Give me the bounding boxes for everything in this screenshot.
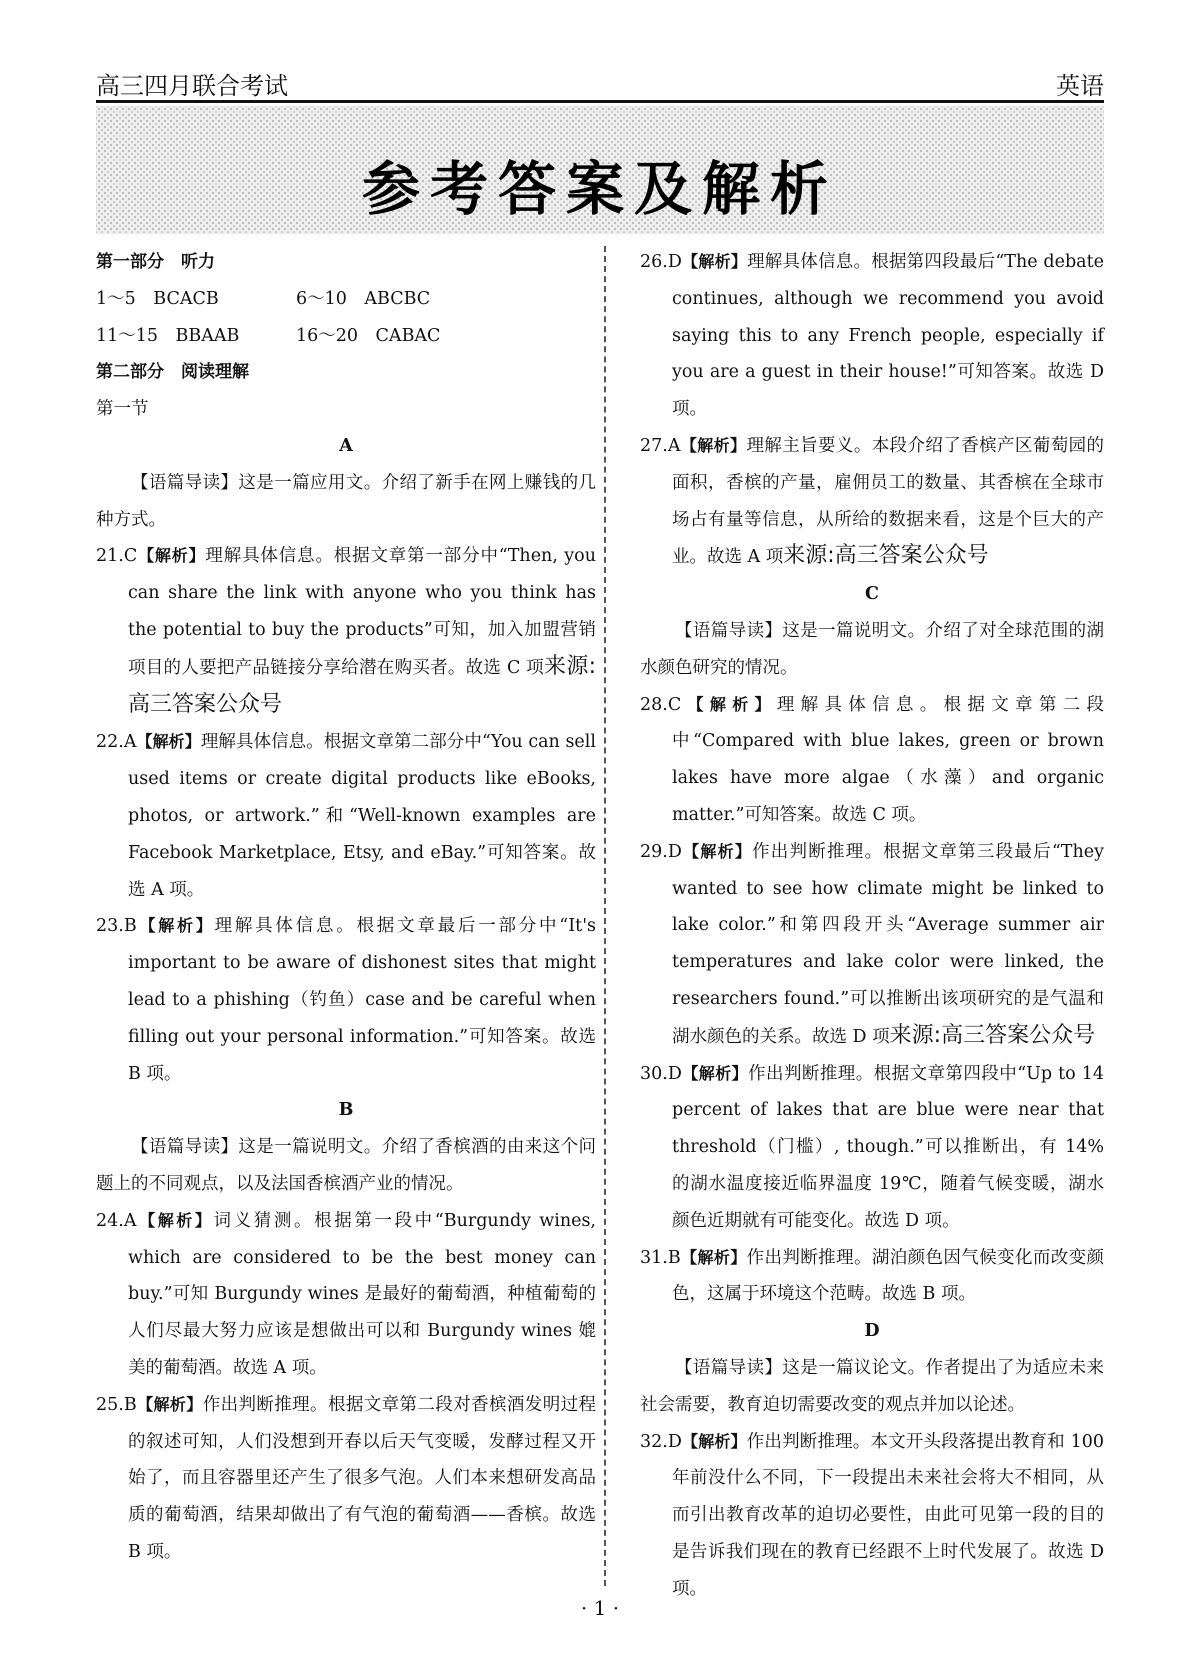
listening-answers-11-15: 11～15 BBAAB <box>96 325 240 346</box>
left-column <box>96 244 596 1571</box>
answer-text: 作出判断推理。根据文章第二段对香槟酒发明过程的叙述可知，人们没想到开春以后天气变暖，发酵过程又开始了，而且容器里还产生了很多气泡。人们本来想研发高品质的葡萄酒，结果却做出了有气泡的葡萄酒——香槟。故选 B 项。 <box>128 1394 596 1562</box>
passage-d-label: D <box>864 1321 880 1342</box>
answer-text: 作出判断推理。本文开头段落提出教育和 100 年前没什么不同，下一段提出未来社会将大不相同，从而引出教育改革的迫切必要性，由此可见第一段的目的是告诉我们现在的教育已经跟不上时代发展了。故选 D 项。 <box>672 1431 1104 1599</box>
question-number: 25.B <box>96 1394 137 1415</box>
title-banner <box>96 106 1104 234</box>
page-number: · 1 · <box>580 1596 620 1620</box>
analysis-tag: 【解析】 <box>137 546 206 566</box>
answer-text: 作出判断推理。根据文章第三段最后“They wanted to see how climate might be linked to lake color.”和第四段开头“Average summer air temperatures and lake color were linked, the researchers found.”可以推断出该项研究的是气温和湖水颜色的关系。故选 D 项 <box>672 841 1104 1047</box>
answer-22 <box>96 724 596 908</box>
passage-c-label: C <box>865 584 879 605</box>
section-1-label: 第一节 <box>96 399 149 420</box>
analysis-tag: 【解析】 <box>681 694 777 714</box>
column-divider <box>604 246 606 1586</box>
answer-26 <box>640 244 1104 428</box>
passage-c-intro: 【语篇导读】这是一篇说明文。介绍了对全球范围的湖水颜色研究的情况。 <box>640 620 1104 678</box>
answer-27 <box>640 428 1104 576</box>
passage-b-label: B <box>338 1100 354 1121</box>
answer-24 <box>96 1203 596 1387</box>
source-watermark: 来源:高三答案公众号 <box>128 653 597 717</box>
question-number: 22.A <box>96 732 137 753</box>
analysis-tag: 【解析】 <box>136 732 201 752</box>
question-number: 32.D <box>640 1431 682 1452</box>
answer-28 <box>640 687 1104 834</box>
analysis-tag: 【解析】 <box>681 1063 749 1083</box>
question-number: 31.B <box>640 1247 681 1268</box>
passage-a-label: A <box>339 435 353 456</box>
analysis-tag: 【解析】 <box>136 916 215 936</box>
answer-31 <box>640 1240 1104 1314</box>
listening-row-1 <box>96 281 596 318</box>
passage-b-intro: 【语篇导读】这是一篇说明文。介绍了香槟酒的由来这个问题上的不同观点，以及法国香槟酒产业的情况。 <box>96 1137 596 1194</box>
listening-answers-1-5: 1～5 BCACB <box>96 288 219 309</box>
right-column <box>640 244 1104 1607</box>
answer-text: 理解具体信息。根据文章最后一部分中“It's important to be aware of dishonest sites that might lead to a phishing（钓鱼）case and be careful when filling out your personal information.”可知答案。故选 B 项。 <box>128 916 596 1084</box>
question-number: 27.A <box>640 435 681 456</box>
answer-text: 理解具体信息。根据文章第二部分中“You can sell used items or create digital products like eBooks, photos, or artwork.”和“Well-known examples are Facebook Marketplace, Etsy, and eBay.”可知答案。故选 A 项。 <box>128 732 596 900</box>
question-number: 30.D <box>640 1063 682 1084</box>
subject-label: 英语 <box>1056 72 1104 100</box>
answer-text: 理解具体信息。根据第四段最后“The debate continues, although we recommend you avoid saying this to any French people, especially if you are a guest in their house!”可知答案。故选 D 项。 <box>672 252 1104 420</box>
answer-text: 理解具体信息。根据文章第二段中“Compared with blue lakes, green or brown lakes have more algae（水藻）and organic matter.”可知答案。故选 C 项。 <box>672 694 1104 825</box>
analysis-tag: 【解析】 <box>136 1394 203 1414</box>
question-number: 23.B <box>96 916 137 937</box>
answer-30 <box>640 1056 1104 1240</box>
analysis-tag: 【解析】 <box>681 841 753 861</box>
answer-text: 作出判断推理。湖泊颜色因气候变化而改变颜色，这属于环境这个范畴。故选 B 项。 <box>672 1247 1104 1305</box>
analysis-tag: 【解析】 <box>680 1247 747 1267</box>
listening-row-2 <box>96 318 596 355</box>
analysis-tag: 【解析】 <box>680 435 747 455</box>
source-watermark: 来源:高三答案公众号 <box>889 1022 1096 1048</box>
part1-title: 第一部分 听力 <box>96 252 215 272</box>
listening-answers-16-20: 16～20 CABAC <box>296 325 441 346</box>
listening-answers-6-10: 6～10 ABCBC <box>296 288 431 309</box>
answer-32 <box>640 1424 1104 1608</box>
answer-text: 词义猜测。根据第一段中“Burgundy wines, which are considered to be the best money can buy.”可知 Burgundy wines 是最好的葡萄酒，种植葡萄的人们尽最大努力应该是想做出可以和 Burgundy wines 媲美的葡萄酒。故选 A 项。 <box>128 1210 596 1378</box>
banner-title: 参考答案及解析 <box>361 155 838 223</box>
question-number: 24.A <box>96 1210 137 1231</box>
passage-a-intro: 【语篇导读】这是一篇应用文。介绍了新手在网上赚钱的几种方式。 <box>96 472 596 530</box>
analysis-tag: 【解析】 <box>681 252 748 271</box>
page-header <box>96 56 1104 103</box>
part2-title: 第二部分 阅读理解 <box>96 362 249 383</box>
question-number: 26.D <box>640 252 682 272</box>
answer-text: 作出判断推理。根据文章第四段中“Up to 14 percent of lakes that are blue were near that threshold（门槛）, though.”可以推断出，有 14% 的湖水温度接近临界温度 19℃，随着气候变暖，湖水颜色近期就有可能变化。故选 D 项。 <box>672 1063 1104 1231</box>
answer-25 <box>96 1387 596 1571</box>
question-number: 29.D <box>640 841 682 862</box>
source-watermark: 来源:高三答案公众号 <box>783 543 989 569</box>
question-number: 28.C <box>640 694 682 715</box>
exam-title: 高三四月联合考试 <box>96 72 288 100</box>
answer-text: 理解主旨要义。本段介绍了香槟产区葡萄园的面积，香槟的产量，雇佣员工的数量、其香槟在全球市场占有量等信息，从所给的数据来看，这是个巨大的产业。故选 A 项 <box>672 435 1104 568</box>
analysis-tag: 【解析】 <box>681 1431 747 1451</box>
answer-29 <box>640 834 1104 1056</box>
answer-text: 理解具体信息。根据文章第一部分中“Then, you can share the link with anyone who you think has the potential to buy the products”可知，加入加盟营销项目的人要把产品链接分享给潜在购买者。故选 C 项 <box>128 546 596 678</box>
passage-d-intro: 【语篇导读】这是一篇议论文。作者提出了为适应未来社会需要，教育迫切需要改变的观点并加以论述。 <box>640 1357 1104 1415</box>
answer-23 <box>96 908 596 1092</box>
question-number: 21.C <box>96 546 138 567</box>
analysis-tag: 【解析】 <box>136 1210 214 1230</box>
answer-21 <box>96 538 596 724</box>
